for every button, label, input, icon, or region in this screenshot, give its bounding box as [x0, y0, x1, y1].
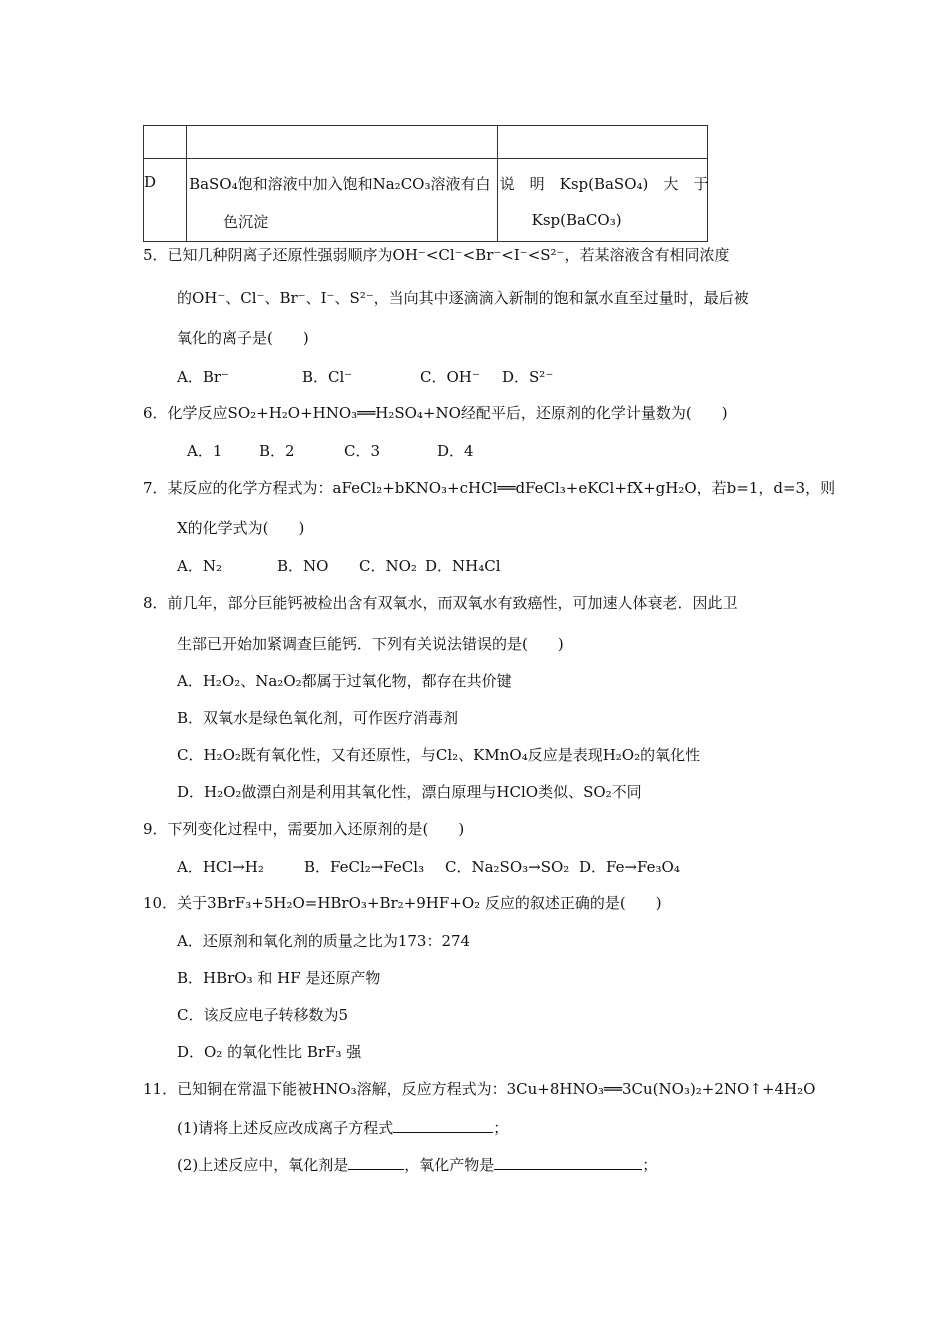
table-row [144, 126, 708, 159]
table-cell [144, 126, 187, 159]
q10-stem: 10．关于3BrF₃+5H₂O=HBrO₃+Br₂+9HF+O₂ 反应的叙述正确的是( ) [143, 894, 662, 912]
q10-option-a: A．还原剂和氧化剂的质量之比为173：274 [177, 932, 471, 950]
q8-option-c: C．H₂O₂既有氧化性，又有还原性，与Cl₂、KMnO₄反应是表现H₂O₂的氧化性 [177, 746, 701, 764]
q7-option-a: A．N₂ [177, 557, 222, 575]
q11-sub1 [177, 1116, 508, 1138]
q8-stem-line1: 8．前几年，部分巨能钙被检出含有双氧水，而双氧水有致癌性，可加速人体衰老．因此卫 [143, 594, 738, 612]
q8-option-a: A．H₂O₂、Na₂O₂都属于过氧化物，都存在共价键 [177, 672, 512, 690]
table-cell-experiment [187, 159, 498, 242]
table-cell [187, 126, 498, 159]
q5-option-d: D．S²⁻ [502, 368, 554, 386]
q11-stem: 11．已知铜在常温下能被HNO₃溶解，反应方程式为：3Cu+8HNO₃══3Cu(NO₃)₂+2NO↑+4H₂O [143, 1080, 816, 1098]
q5-stem-line1: 5．已知几种阴离子还原性强弱顺序为OH⁻<Cl⁻<Br⁻<I⁻<S²⁻，若某溶液含有相同浓度 [143, 246, 730, 264]
q5-option-b: B．Cl⁻ [302, 368, 353, 386]
q9-option-c: C．Na₂SO₃→SO₂ [445, 858, 570, 876]
answer-blank-oxidation-product[interactable] [494, 1153, 642, 1170]
q11-sub2 [177, 1153, 657, 1175]
q11-sub1-text: (1)请将上述反应改成离子方程式 [177, 1119, 394, 1137]
q11-sub1-end: ； [493, 1119, 509, 1137]
table-row [144, 159, 708, 242]
experiment-text-line2: 色沉淀 [223, 213, 269, 231]
q6-option-a: A．1 [187, 442, 223, 460]
q7-option-d: D．NH₄Cl [425, 557, 501, 575]
q9-stem: 9．下列变化过程中，需要加入还原剂的是( ) [143, 820, 465, 838]
q7-stem-line1: 7．某反应的化学方程式为：aFeCl₂+bKNO₃+cHCl══dFeCl₃+eKCl+fX+gH₂O，若b=1，d=3，则 [143, 479, 836, 497]
q9-option-b: B．FeCl₂→FeCl₃ [304, 858, 425, 876]
q9-option-a: A．HCl→H₂ [177, 858, 264, 876]
experiment-text-line1: BaSO₄饱和溶液中加入饱和Na₂CO₃溶液有白 [189, 175, 491, 193]
q8-option-d: D．H₂O₂做漂白剂是利用其氧化性，漂白原理与HClO类似、SO₂不同 [177, 783, 642, 801]
q5-option-c: C．OH⁻ [420, 368, 480, 386]
q11-sub2-text-a: (2)上述反应中，氧化剂是 [177, 1156, 349, 1174]
q6-option-c: C．3 [344, 442, 381, 460]
q8-option-b: B．双氧水是绿色氧化剂，可作医疗消毒剂 [177, 709, 459, 727]
q5-option-a: A．Br⁻ [177, 368, 229, 386]
q10-option-b: B．HBrO₃ 和 HF 是还原产物 [177, 969, 381, 987]
table-cell [497, 126, 707, 159]
q6-option-d: D．4 [437, 442, 474, 460]
q5-stem-line2: 的OH⁻、Cl⁻、Br⁻、I⁻、S²⁻，当向其中逐滴滴入新制的饱和氯水直至过量时，最后被 [177, 289, 749, 307]
q6-stem: 6．化学反应SO₂+H₂O+HNO₃══H₂SO₄+NO经配平后，还原剂的化学计量数为( ) [143, 404, 728, 422]
q6-option-b: B．2 [259, 442, 295, 460]
conclusion-text-line1: 说 明 Ksp(BaSO₄) 大 于 [499, 175, 709, 193]
experiment-table [143, 125, 708, 242]
conclusion-text-line2: Ksp(BaCO₃) [531, 211, 622, 229]
q7-option-b: B．NO [277, 557, 329, 575]
row-label: D [144, 173, 157, 191]
q10-option-d: D．O₂ 的氧化性比 BrF₃ 强 [177, 1043, 362, 1061]
q11-sub2-text-b: ，氧化产物是 [404, 1156, 495, 1174]
q11-sub2-end: ； [642, 1156, 658, 1174]
q9-option-d: D．Fe→Fe₃O₄ [579, 858, 680, 876]
table-cell-conclusion [497, 159, 707, 242]
q8-stem-line2: 生部已开始加紧调查巨能钙．下列有关说法错误的是( ) [177, 635, 564, 653]
answer-blank-ionic-equation[interactable] [393, 1116, 493, 1133]
q10-option-c: C．该反应电子转移数为5 [177, 1006, 349, 1024]
table-cell-label [144, 159, 187, 242]
q5-stem-line3: 氧化的离子是( ) [177, 329, 309, 347]
q7-option-c: C．NO₂ [359, 557, 417, 575]
q7-stem-line2: X的化学式为( ) [177, 519, 305, 537]
answer-blank-oxidant[interactable] [348, 1153, 404, 1170]
